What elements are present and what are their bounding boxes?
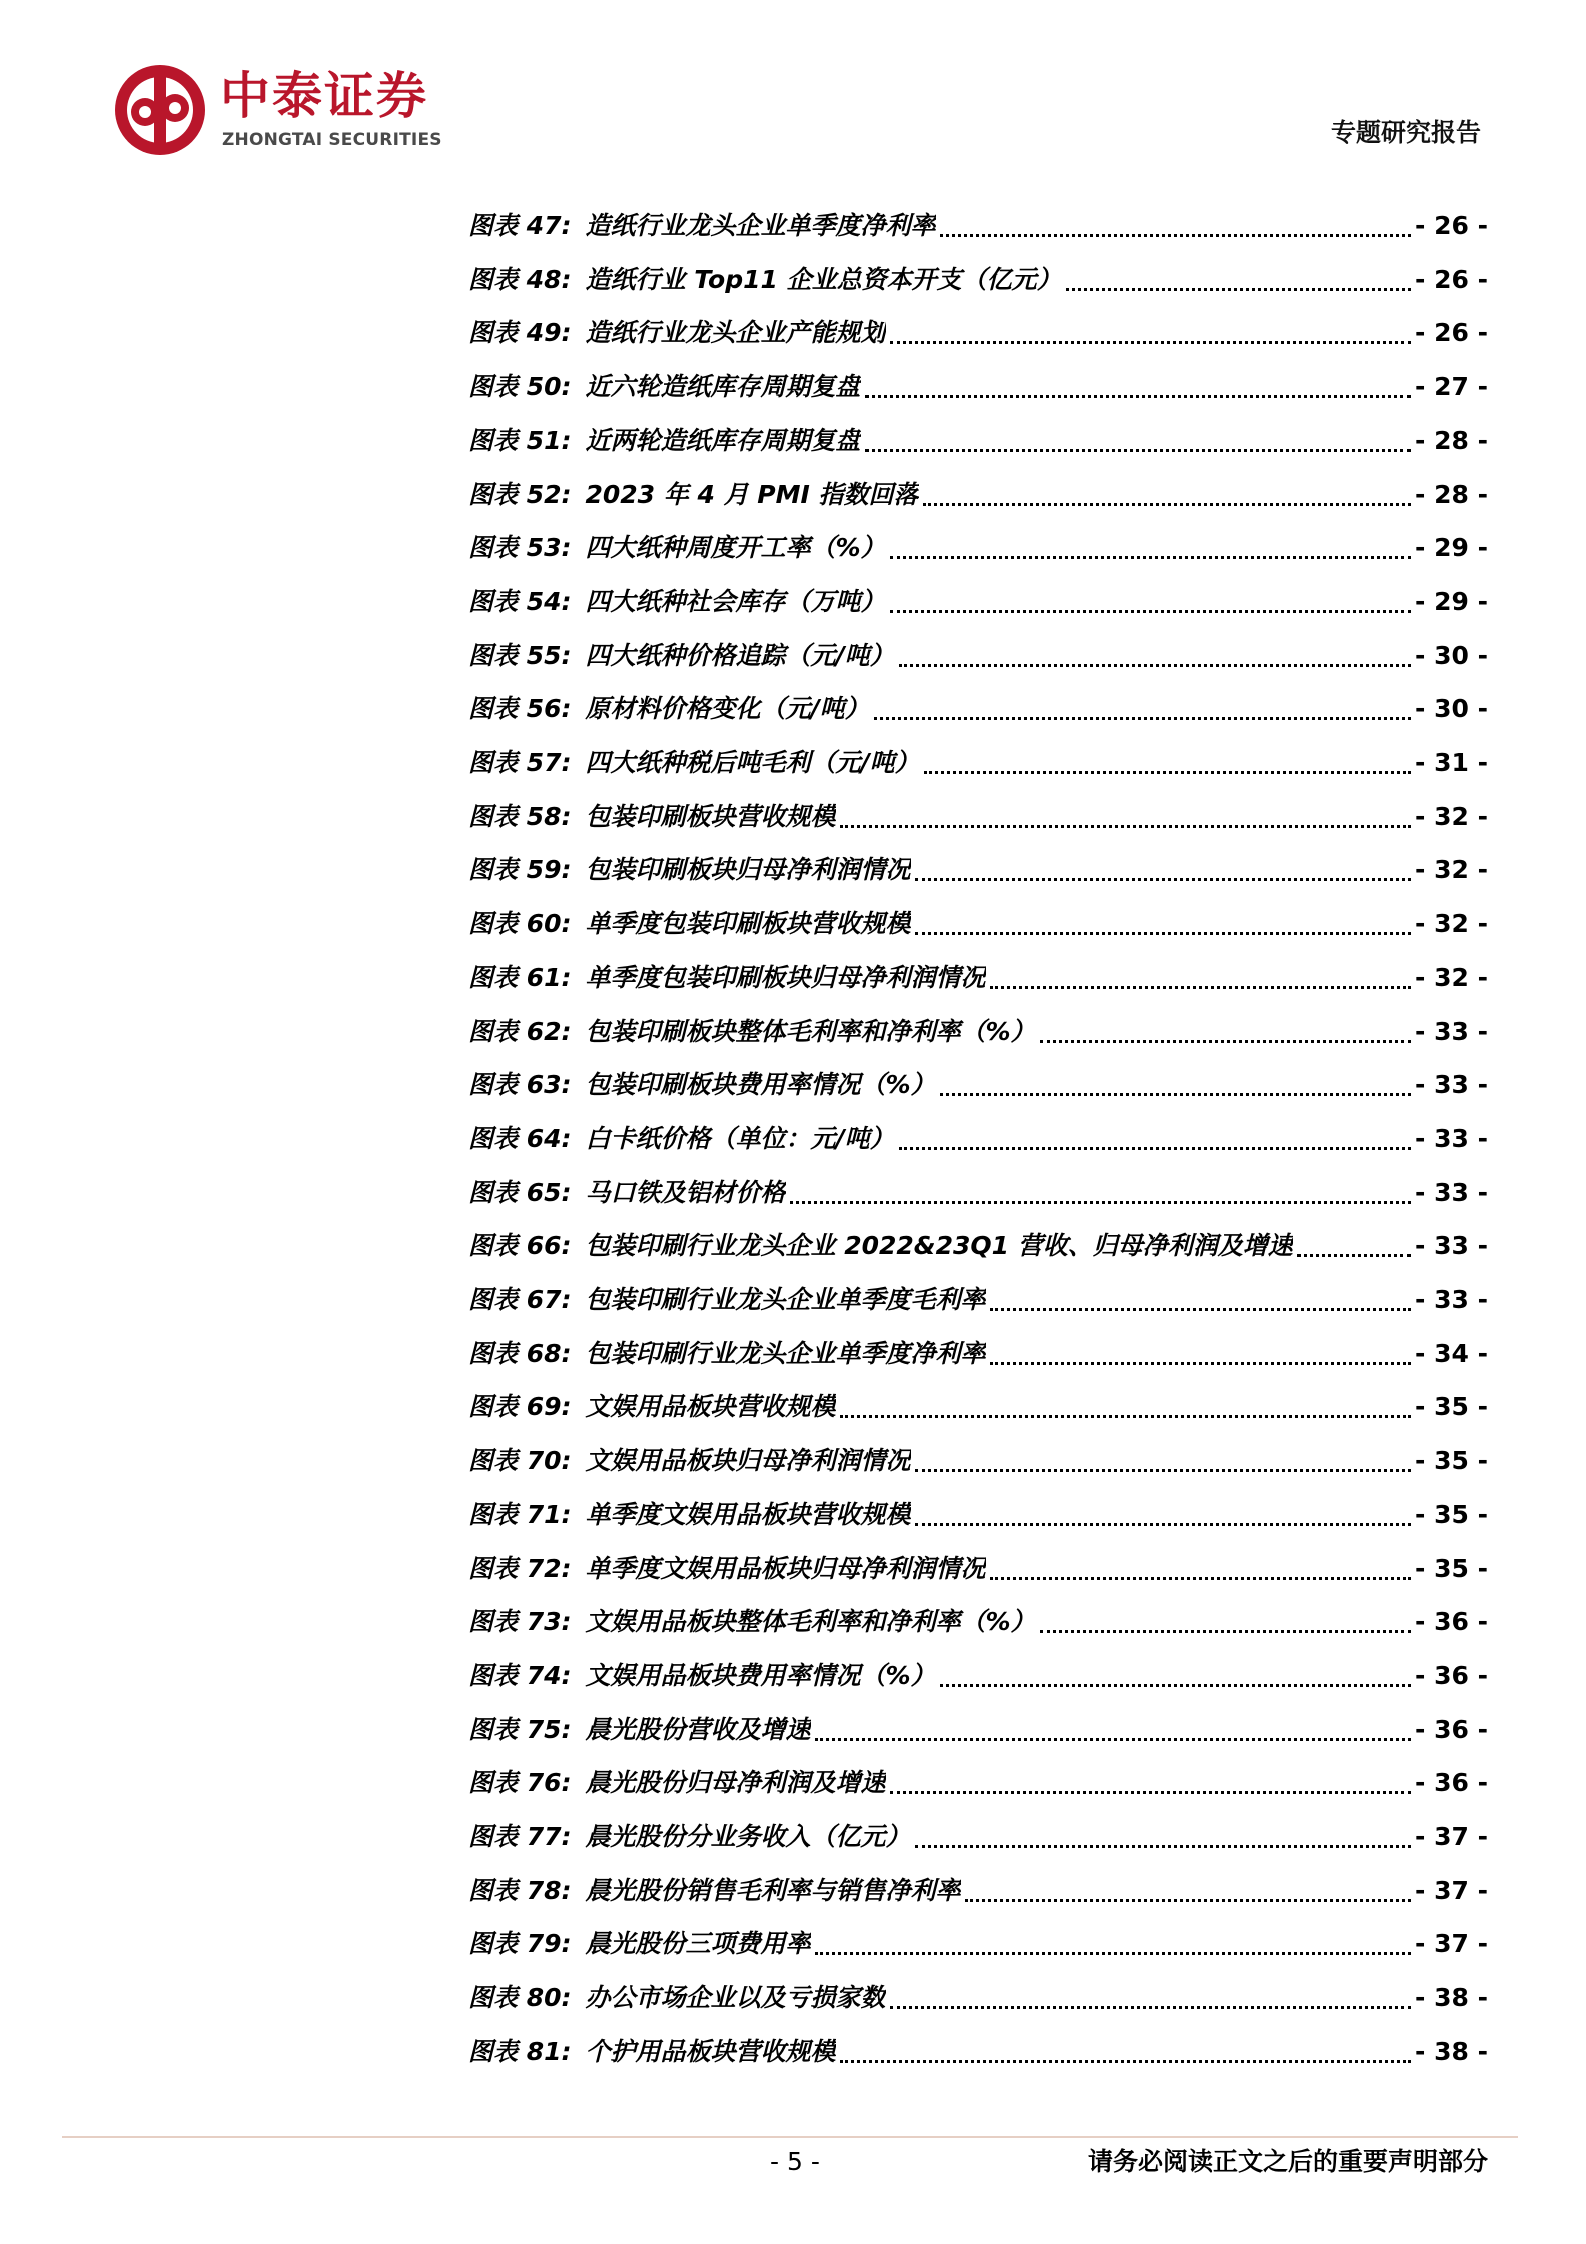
toc-entry-label: 图表 51: xyxy=(468,425,572,455)
toc-entry-page: - 30 - xyxy=(1415,640,1488,670)
toc-entry-title: 办公市场企业以及亏损家数 xyxy=(585,1983,886,2013)
toc-dot-leader xyxy=(915,1520,1412,1526)
toc-entry-title: 四大纸种社会库存（万吨） xyxy=(585,586,886,616)
toc-entry-title: 单季度包装印刷板块归母净利润情况 xyxy=(585,962,986,992)
toc-entry[interactable] xyxy=(468,1763,1488,1803)
toc-entry[interactable] xyxy=(468,1656,1488,1696)
toc-dot-leader xyxy=(1297,1251,1411,1257)
toc-dot-leader xyxy=(899,1144,1411,1150)
toc-entry-page: - 36 - xyxy=(1415,1714,1488,1744)
toc-entry-label: 图表 81: xyxy=(468,2036,572,2066)
toc-entry-label: 图表 77: xyxy=(468,1822,572,1851)
toc-entry-title: 包装印刷行业龙头企业单季度净利率 xyxy=(585,1338,986,1368)
toc-entry[interactable] xyxy=(468,1226,1488,1266)
toc-dot-leader xyxy=(940,1090,1411,1096)
toc-entry[interactable] xyxy=(468,636,1488,676)
toc-entry-title: 晨光股份三项费用率 xyxy=(585,1929,811,1959)
toc-entry-page: - 33 - xyxy=(1415,1123,1488,1153)
toc-entry-page: - 33 - xyxy=(1415,1285,1488,1314)
toc-dot-leader xyxy=(1040,1627,1411,1633)
toc-entry-label: 图表 73: xyxy=(468,1607,572,1637)
toc-entry-label: 图表 69: xyxy=(468,1392,572,1422)
toc-entry[interactable] xyxy=(468,1549,1488,1589)
toc-dot-leader xyxy=(915,875,1412,881)
toc-entry[interactable] xyxy=(468,313,1488,353)
toc-dot-leader xyxy=(890,2003,1412,2009)
toc-entry-title: 近六轮造纸库存周期复盘 xyxy=(585,372,861,402)
toc-entry[interactable] xyxy=(468,1602,1488,1642)
toc-entry-page: - 33 - xyxy=(1415,1231,1488,1261)
toc-entry-page: - 32 - xyxy=(1415,855,1488,885)
toc-dot-leader xyxy=(940,231,1412,237)
toc-dot-leader xyxy=(915,929,1412,935)
toc-entry[interactable] xyxy=(468,743,1488,783)
toc-entry-label: 图表 47: xyxy=(468,211,572,240)
toc-dot-leader xyxy=(990,1305,1412,1311)
toc-entry-page: - 35 - xyxy=(1415,1392,1488,1422)
toc-entry[interactable] xyxy=(468,1012,1488,1052)
toc-entry[interactable] xyxy=(468,850,1488,890)
toc-dot-leader xyxy=(815,1735,1412,1741)
toc-dot-leader xyxy=(840,1412,1412,1418)
toc-entry[interactable] xyxy=(468,1710,1488,1750)
toc-entry-page: - 26 - xyxy=(1415,318,1488,348)
toc-entry-page: - 27 - xyxy=(1415,372,1488,402)
company-logo xyxy=(112,60,512,160)
toc-entry-label: 图表 59: xyxy=(468,855,572,885)
toc-entry-page: - 35 - xyxy=(1415,1553,1488,1583)
toc-entry[interactable] xyxy=(468,1173,1488,1213)
toc-entry[interactable] xyxy=(468,367,1488,407)
toc-entry[interactable] xyxy=(468,1334,1488,1374)
page-header xyxy=(0,0,1586,170)
toc-entry-label: 图表 61: xyxy=(468,962,572,992)
toc-entry[interactable] xyxy=(468,1978,1488,2018)
toc-entry-label: 图表 71: xyxy=(468,1499,572,1529)
toc-entry-title: 原材料价格变化（元/吨） xyxy=(585,694,870,724)
toc-dot-leader xyxy=(890,1788,1412,1794)
toc-entry-page: - 37 - xyxy=(1415,1875,1488,1905)
toc-entry-page: - 32 - xyxy=(1415,962,1488,992)
toc-entry-label: 图表 79: xyxy=(468,1929,572,1959)
toc-entry-page: - 36 - xyxy=(1415,1607,1488,1637)
toc-entry[interactable] xyxy=(468,904,1488,944)
toc-entry[interactable] xyxy=(468,1817,1488,1857)
toc-entry[interactable] xyxy=(468,1387,1488,1427)
toc-entry-label: 图表 48: xyxy=(468,264,572,294)
toc-entry[interactable] xyxy=(468,1280,1488,1320)
toc-entry-label: 图表 52: xyxy=(468,479,572,509)
toc-entry-page: - 38 - xyxy=(1415,1983,1488,2013)
toc-entry[interactable] xyxy=(468,1441,1488,1481)
toc-entry-title: 单季度包装印刷板块营收规模 xyxy=(585,909,911,939)
toc-entry-title: 文娱用品板块费用率情况（%） xyxy=(585,1660,936,1690)
toc-entry-title: 包装印刷板块费用率情况（%） xyxy=(585,1070,936,1100)
toc-entry-page: - 30 - xyxy=(1415,694,1488,724)
toc-entry-page: - 28 - xyxy=(1415,425,1488,455)
logo-chinese-name: 中泰证券 xyxy=(220,67,428,125)
toc-entry-title: 四大纸种税后吨毛利（元/吨） xyxy=(585,748,920,777)
toc-entry-label: 图表 67: xyxy=(468,1285,572,1314)
toc-dot-leader xyxy=(923,500,1412,506)
toc-dot-leader xyxy=(924,768,1411,774)
toc-entry-page: - 35 - xyxy=(1415,1499,1488,1529)
toc-entry-page: - 33 - xyxy=(1415,1016,1488,1046)
toc-entry-label: 图表 63: xyxy=(468,1070,572,1100)
toc-entry[interactable] xyxy=(468,1495,1488,1535)
toc-entry-label: 图表 50: xyxy=(468,372,572,402)
toc-entry-page: - 26 - xyxy=(1415,264,1488,294)
toc-dot-leader xyxy=(890,553,1411,559)
toc-entry-title: 包装印刷板块营收规模 xyxy=(585,801,836,831)
toc-dot-leader xyxy=(840,2057,1412,2063)
toc-entry-label: 图表 66: xyxy=(468,1231,572,1261)
toc-dot-leader xyxy=(815,1949,1412,1955)
toc-entry-label: 图表 76: xyxy=(468,1768,572,1798)
toc-entry-title: 四大纸种周度开工率（%） xyxy=(585,533,886,563)
toc-entry[interactable] xyxy=(468,689,1488,729)
toc-entry-title: 造纸行业龙头企业产能规划 xyxy=(585,318,886,348)
toc-entry-title: 2023 年 4 月 PMI 指数回落 xyxy=(585,479,919,509)
toc-entry-title: 造纸行业 Top11 企业总资本开支（亿元） xyxy=(585,264,1062,294)
toc-entry-title: 晨光股份分业务收入（亿元） xyxy=(585,1822,911,1851)
toc-entry[interactable] xyxy=(468,260,1488,300)
toc-entry-page: - 28 - xyxy=(1415,479,1488,509)
toc-entry[interactable] xyxy=(468,1924,1488,1964)
toc-entry-label: 图表 60: xyxy=(468,909,572,939)
toc-entry[interactable] xyxy=(468,582,1488,622)
toc-dot-leader xyxy=(874,714,1411,720)
toc-entry-title: 个护用品板块营收规模 xyxy=(585,2036,836,2066)
toc-entry-title: 单季度文娱用品板块营收规模 xyxy=(585,1499,911,1529)
toc-entry-label: 图表 72: xyxy=(468,1553,572,1583)
toc-entry-title: 近两轮造纸库存周期复盘 xyxy=(585,425,861,455)
toc-dot-leader xyxy=(915,1466,1412,1472)
toc-dot-leader xyxy=(915,1842,1412,1848)
toc-entry-page: - 33 - xyxy=(1415,1070,1488,1100)
toc-entry-title: 包装印刷行业龙头企业单季度毛利率 xyxy=(585,1285,986,1314)
toc-entry-page: - 29 - xyxy=(1415,533,1488,563)
toc-entry-title: 四大纸种价格追踪（元/吨） xyxy=(585,640,895,670)
toc-entry[interactable] xyxy=(468,1871,1488,1911)
toc-entry-title: 马口铁及铝材价格 xyxy=(585,1177,786,1207)
toc-dot-leader xyxy=(865,392,1412,398)
toc-entry-label: 图表 55: xyxy=(468,640,572,670)
toc-dot-leader xyxy=(790,1198,1412,1204)
toc-entry-title: 白卡纸价格（单位：元/吨） xyxy=(585,1123,895,1153)
toc-entry[interactable] xyxy=(468,1119,1488,1159)
toc-entry-title: 文娱用品板块归母净利润情况 xyxy=(585,1446,911,1476)
toc-entry-title: 文娱用品板块营收规模 xyxy=(585,1392,836,1422)
toc-dot-leader xyxy=(1040,1037,1411,1043)
toc-entry[interactable] xyxy=(468,206,1488,246)
toc-dot-leader xyxy=(940,1681,1411,1687)
toc-entry-page: - 36 - xyxy=(1415,1768,1488,1798)
toc-entry-page: - 29 - xyxy=(1415,586,1488,616)
toc-entry-title: 包装印刷板块归母净利润情况 xyxy=(585,855,911,885)
toc-entry-label: 图表 62: xyxy=(468,1016,572,1046)
toc-dot-leader xyxy=(890,607,1412,613)
toc-entry[interactable] xyxy=(468,958,1488,998)
page-number: - 5 - xyxy=(770,2147,820,2176)
toc-entry-title: 晨光股份销售毛利率与销售净利率 xyxy=(585,1875,961,1905)
toc-entry-page: - 26 - xyxy=(1415,211,1488,240)
footer-divider xyxy=(62,2136,1518,2138)
toc-entry-page: - 32 - xyxy=(1415,909,1488,939)
toc-entry-label: 图表 56: xyxy=(468,694,572,724)
toc-entry-title: 单季度文娱用品板块归母净利润情况 xyxy=(585,1553,986,1583)
toc-entry-label: 图表 74: xyxy=(468,1660,572,1690)
toc-entry-label: 图表 49: xyxy=(468,318,572,348)
toc-entry[interactable] xyxy=(468,1065,1488,1105)
toc-dot-leader xyxy=(990,1574,1412,1580)
toc-dot-leader xyxy=(840,822,1412,828)
toc-entry-page: - 37 - xyxy=(1415,1822,1488,1851)
footer-disclaimer: 请务必阅读正文之后的重要声明部分 xyxy=(1087,2147,1488,2176)
toc-dot-leader xyxy=(990,1359,1412,1365)
toc-entry[interactable] xyxy=(468,2032,1488,2072)
toc-dot-leader xyxy=(865,446,1412,452)
toc-entry-page: - 36 - xyxy=(1415,1660,1488,1690)
toc-entry-title: 文娱用品板块整体毛利率和净利率（%） xyxy=(585,1607,1036,1637)
toc-entry[interactable] xyxy=(468,421,1488,461)
toc-entry[interactable] xyxy=(468,528,1488,568)
toc-dot-leader xyxy=(890,338,1412,344)
toc-entry-label: 图表 53: xyxy=(468,533,572,563)
toc-entry-page: - 35 - xyxy=(1415,1446,1488,1476)
toc-entry-label: 图表 78: xyxy=(468,1875,572,1905)
toc-entry-title: 包装印刷板块整体毛利率和净利率（%） xyxy=(585,1016,1036,1046)
toc-entry-label: 图表 68: xyxy=(468,1338,572,1368)
toc-dot-leader xyxy=(965,1896,1412,1902)
report-type-label: 专题研究报告 xyxy=(1330,118,1481,147)
toc-entry-page: - 33 - xyxy=(1415,1177,1488,1207)
toc-entry[interactable] xyxy=(468,797,1488,837)
zhongtai-logo-icon xyxy=(112,62,208,158)
logo-english-name: ZHONGTAI SECURITIES xyxy=(222,130,442,150)
toc-entry-label: 图表 80: xyxy=(468,1983,572,2013)
toc-entry-label: 图表 65: xyxy=(468,1177,572,1207)
toc-entry-title: 包装印刷行业龙头企业 2022&23Q1 营收、归母净利润及增速 xyxy=(585,1231,1293,1261)
toc-entry-label: 图表 58: xyxy=(468,801,572,831)
toc-dot-leader xyxy=(1066,285,1411,291)
toc-dot-leader xyxy=(899,661,1411,667)
toc-entry-label: 图表 70: xyxy=(468,1446,572,1476)
toc-entry-page: - 31 - xyxy=(1415,748,1488,777)
toc-entry[interactable] xyxy=(468,475,1488,515)
toc-entry-page: - 38 - xyxy=(1415,2036,1488,2066)
toc-entry-label: 图表 54: xyxy=(468,586,572,616)
toc-entry-label: 图表 75: xyxy=(468,1714,572,1744)
toc-entry-title: 晨光股份营收及增速 xyxy=(585,1714,811,1744)
toc-entry-title: 造纸行业龙头企业单季度净利率 xyxy=(585,211,936,240)
toc-entry-label: 图表 57: xyxy=(468,748,572,777)
toc-dot-leader xyxy=(990,983,1412,989)
toc-entry-page: - 37 - xyxy=(1415,1929,1488,1959)
toc-entry-page: - 32 - xyxy=(1415,801,1488,831)
toc-entry-page: - 34 - xyxy=(1415,1338,1488,1368)
toc-entry-title: 晨光股份归母净利润及增速 xyxy=(585,1768,886,1798)
toc-entry-label: 图表 64: xyxy=(468,1123,572,1153)
